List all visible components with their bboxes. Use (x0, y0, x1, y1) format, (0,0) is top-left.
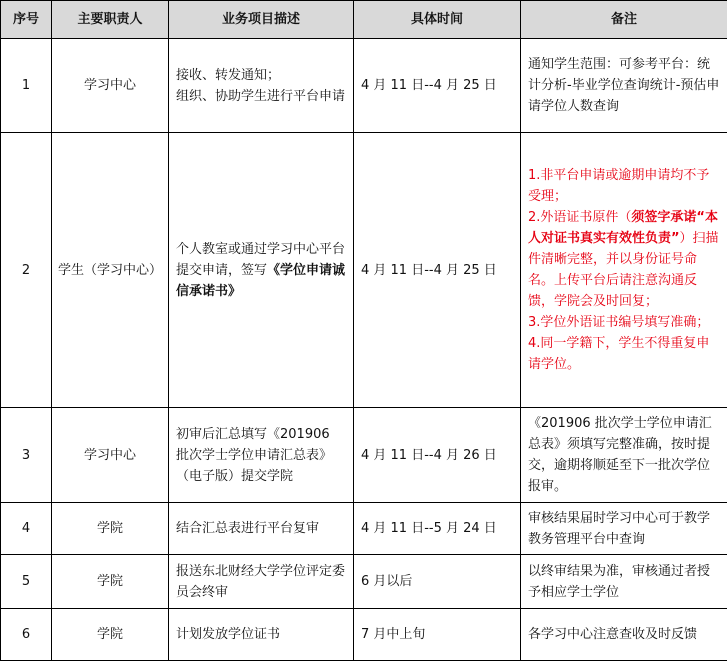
row-desc: 报送东北财经大学学位评定委员会终审 (169, 555, 354, 609)
row-note: 各学习中心注意查收及时反馈 (521, 609, 727, 661)
header-desc: 业务项目描述 (169, 1, 354, 39)
row-no: 1 (1, 39, 52, 133)
note-item: 1.非平台申请或逾期申请均不予受理； (528, 168, 710, 204)
row-person: 学习中心 (52, 408, 169, 503)
header-note: 备注 (521, 1, 727, 39)
note-item-post: ）扫描件清晰完整，并以身份证号命名。上传平台后请注意沟通反馈，学院会及时回复； (528, 231, 719, 309)
row-person: 学习中心 (52, 39, 169, 133)
row-no: 4 (1, 503, 52, 555)
row-person: 学院 (52, 555, 169, 609)
row-note: 通知学生范围：可参考平台：统计分析-毕业学位查询统计-预估申请学位人数查询 (521, 39, 727, 133)
row-note: 以终审结果为准，审核通过者授予相应学士学位 (521, 555, 727, 609)
header-no: 序号 (1, 1, 52, 39)
row-desc: 结合汇总表进行平台复审 (169, 503, 354, 555)
row-no: 6 (1, 609, 52, 661)
table-row (1, 133, 727, 408)
row-person: 学生（学习中心） (52, 133, 169, 408)
note-item-pre: 2.外语证书原件（ (528, 210, 632, 225)
row-no: 2 (1, 133, 52, 408)
row-time: 4 月 11 日--4 月 25 日 (354, 133, 521, 408)
row-note: 审核结果届时学习中心可于教学教务管理平台中查询 (521, 503, 727, 555)
note-item (528, 207, 720, 312)
row-time: 4 月 11 日--5 月 24 日 (354, 503, 521, 555)
desc-line: 组织、协助学生进行平台申请 (176, 88, 346, 104)
header-person: 主要职责人 (52, 1, 169, 39)
row-time: 6 月以后 (354, 555, 521, 609)
header-time: 具体时间 (354, 1, 521, 39)
header-row (1, 1, 727, 39)
note-item-bold: 须签字承诺“本人对证书真实有效性负责” (528, 210, 718, 246)
desc-bold-text: 《学位申请诚信承诺书》 (176, 262, 346, 299)
row-desc (169, 39, 354, 133)
table-row (1, 39, 727, 133)
table-row (1, 408, 727, 503)
table-row (1, 555, 727, 609)
row-desc: 初审后汇总填写《201906 批次学士学位申请汇总表》（电子版）提交学院 (169, 408, 354, 503)
row-note (521, 133, 727, 408)
row-desc: 计划发放学位证书 (169, 609, 354, 661)
row-time: 4 月 11 日--4 月 25 日 (354, 39, 521, 133)
desc-line: 接收、转发通知； (176, 67, 281, 83)
table-row (1, 609, 727, 661)
row-no: 5 (1, 555, 52, 609)
row-time: 4 月 11 日--4 月 26 日 (354, 408, 521, 503)
row-person: 学院 (52, 503, 169, 555)
row-person: 学院 (52, 609, 169, 661)
row-time: 7 月中上旬 (354, 609, 521, 661)
row-note: 《201906 批次学士学位申请汇总表》须填写完整准确，按时提交，逾期将顺延至下一批次学位报审。 (521, 408, 727, 503)
note-item: 4.同一学籍下，学生不得重复申请学位。 (528, 336, 710, 372)
desc-text: 个人教室或通过学习中心平台提交申请，签写 (176, 241, 346, 278)
table-row (1, 503, 727, 555)
row-desc (169, 133, 354, 408)
row-no: 3 (1, 408, 52, 503)
note-item: 3.学位外语证书编号填写准确； (528, 315, 710, 330)
